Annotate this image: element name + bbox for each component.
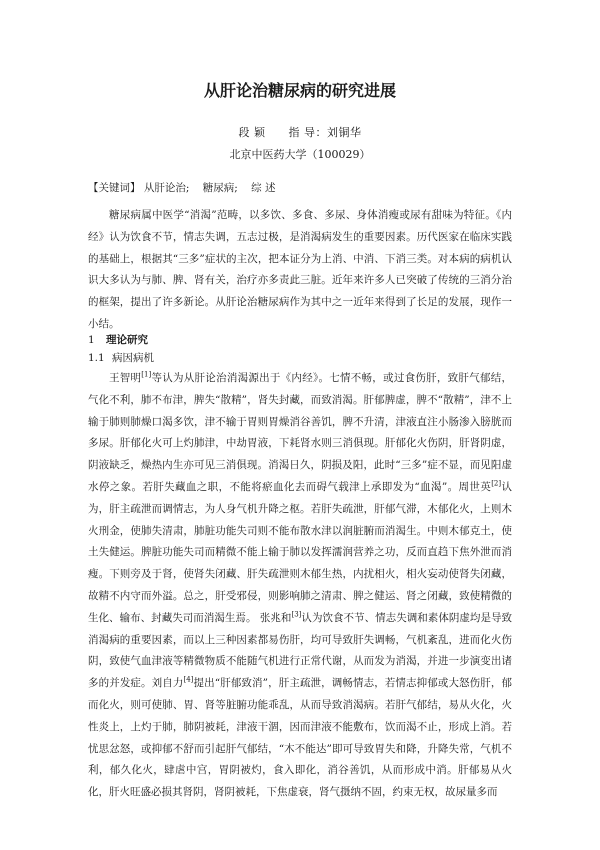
section-title: 理论研究 xyxy=(106,334,148,346)
keywords xyxy=(88,180,285,195)
body-text: 提出“肝郁致消”，肝主疏泄，调畅情志，若情志抑郁或大怒伤肝，郁而化火，则可使肺、胃、肾等脏腑功能乖乱，从而导致消渴病。若肝气郁结，易从火化，火性炎上，上灼于肺，肺阴被耗，津液干涸，因而津液不能敷布，饮而渴不止，形成上消。若忧思忿怒，或抑郁不舒而引起肝气郁结，“木不能达”即可导致胃失和降，升降失常，气机不利，郁久化火，肆虐中宫，胃阴被灼，食入即化，消谷善饥，从而形成中消。肝郁易从火化，肝火旺盛必损其肾阴，肾阴被耗，下焦虚衰，肾气摄纳不固，约束无权，故尿量多而 xyxy=(88,677,512,799)
section-number: 1 xyxy=(88,334,95,346)
citation-ref: [3] xyxy=(291,610,302,619)
keyword-item: 糖尿病; xyxy=(202,182,238,194)
body-text: 认为饮食不节、情志失调和素体阴虚均是导致消渴病的重要因素，而以上三种因素都易伤肝，均可导致肝失调畅，气机紊乱，进而化火伤阴，致使气血津液等精微物质不能随气机进行正常代谢，从而发为消渴，并进一步演变出诸多的并发症。刘自力 xyxy=(88,611,513,690)
keyword-item: 综 述 xyxy=(251,182,276,194)
body-text: 认为，肝主疏泄而调情志，为人身气机升降之枢。若肝失疏泄，肝郁气滞，木郁化火，上则木火刑金，使肺失清肃，肺脏功能失司则不能布散水津以润脏腑而消渴生。中则木郁克土，使土失健运。脾脏功能失司而精微不能上输于肺以发挥濡润营养之功，反而直趋下焦外泄而消瘦。下则旁及于肾，使肾失闭藏、肝失疏泄则木郁生热，内扰相火，相火妄动使肾失闭藏，故精不内守而外溢。总之，肝受邪侵，则影响肺之清肃、脾之健运、肾之闭藏，致使精微的生化、输布、封藏失司而消渴生焉。 张兆和 xyxy=(88,480,513,624)
keywords-label: 【关键词】 xyxy=(88,182,141,194)
body-text: 王智明 xyxy=(109,372,142,384)
intro-paragraph: 糖尿病属中医学“消渴”范畴，以多饮、多食、多尿、身体消瘦或尿有甜味为特征。《内经》认为饮食不节，情志失调，五志过极，是消渴病发生的重要因素。历代医家在临床实践的基础上，根据其“三多”症状的主次，把本证分为上消、中消、下消三类。对本病的病机认识大多认为与肺、脾、肾有关，治疗亦多责此三脏。近年来许多人已突破了传统的三消分治的框架，提出了许多新论。从肝论治糖尿病作为其中之一近年来得到了长足的发展，现作一小结。 xyxy=(88,209,512,330)
body-text: 等认为从肝论治消渴源出于《内经》。七情不畅，或过食伤肝，致肝气郁结，气化不利，肺不布津，脾失“散精”，肾失封藏，而致消渴。肝郁脾虚，脾不“散精”，津不上输于肺则肺燥口渴多饮，津不输于胃则胃燥消谷善饥，脾不升清，津液直注小肠渗入膀胱而多尿。肝郁化火可上灼肺津，中劫胃液，下耗肾水则三消俱现。肝郁化火伤阴，肝肾阴虚，阴液缺乏，燥热内生亦可见三消俱现。消渴日久，阴损及阳，此时“三多”症不显，而见阳虚水停之象。若肝失藏血之职，不能将瘀血化去而碍气载津上承即发为“血渴”。周世英 xyxy=(88,372,512,493)
intro-section xyxy=(88,205,512,336)
citation-ref: [2] xyxy=(491,479,502,488)
citation-ref: [1] xyxy=(141,370,152,379)
author-line: 段 颖 指 导：刘铜华 xyxy=(238,126,362,139)
subsection-heading-1-1 xyxy=(88,350,154,365)
section-heading-1 xyxy=(88,332,148,347)
affiliation: 北京中医药大学（100029） xyxy=(229,148,371,161)
main-section xyxy=(88,368,512,804)
citation-ref: [4] xyxy=(183,675,194,684)
body-paragraph xyxy=(88,368,512,804)
subsection-number: 1.1 xyxy=(88,352,105,364)
page-title: 从肝论治糖尿病的研究进展 xyxy=(203,81,396,100)
keyword-item: 从肝论治; xyxy=(143,182,190,194)
subsection-title: 病因病机 xyxy=(112,352,154,364)
